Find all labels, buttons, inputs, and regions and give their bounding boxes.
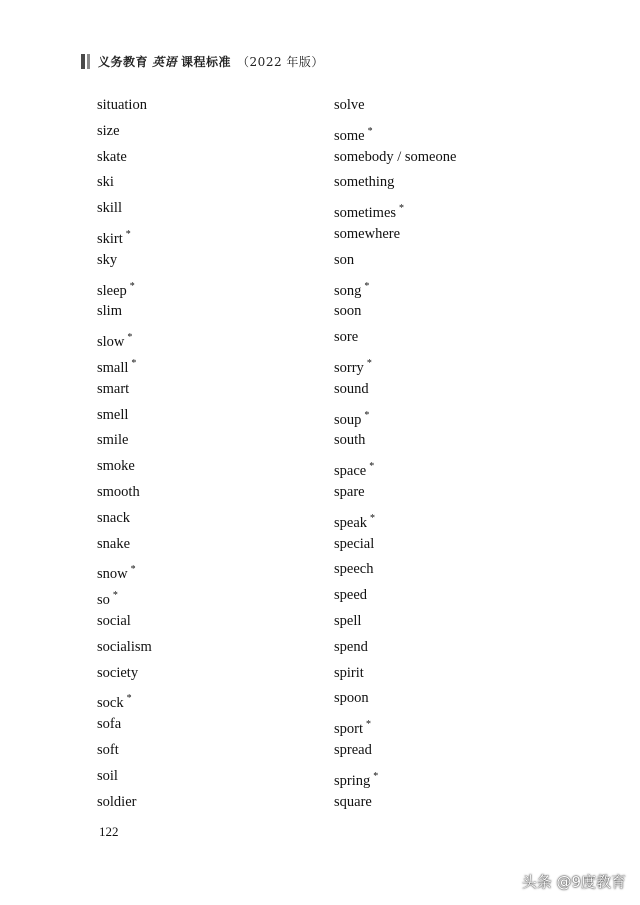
header-title-b: 课程标准 [181, 54, 232, 69]
header-edition: （2022 年版） [237, 54, 324, 69]
vocab-word: sound [334, 380, 369, 397]
vocab-entry [97, 686, 152, 712]
vocab-word: small [97, 359, 129, 376]
vocab-word: spell [334, 612, 362, 629]
word-column-right [334, 93, 456, 815]
star-mark: * [131, 357, 137, 369]
vocab-word: snake [97, 535, 131, 552]
star-mark: * [125, 228, 131, 240]
vocab-entry [97, 222, 152, 248]
vocab-word: smile [97, 432, 129, 449]
vocab-entry [97, 454, 152, 480]
vocab-word: sofa [97, 716, 122, 733]
star-mark: * [373, 770, 379, 782]
vocab-word: special [334, 535, 375, 552]
vocab-word: sky [97, 251, 118, 268]
word-column-left [97, 93, 152, 815]
header-bar-dark [81, 54, 85, 69]
vocab-word: size [97, 122, 120, 139]
vocab-entry [97, 274, 152, 300]
vocab-entry [334, 93, 456, 119]
vocab-word: sleep [97, 282, 127, 299]
vocab-entry [97, 248, 152, 274]
star-mark: * [127, 332, 133, 344]
vocab-entry [334, 506, 456, 532]
vocab-word: slim [97, 303, 122, 320]
vocab-word: smell [97, 406, 129, 423]
star-mark: * [369, 461, 375, 473]
vocab-entry [334, 557, 456, 583]
vocab-entry [334, 170, 456, 196]
vocab-word: snow [97, 566, 128, 583]
vocab-entry [334, 299, 456, 325]
vocab-entry [97, 506, 152, 532]
star-mark: * [130, 564, 136, 576]
vocab-word: some [334, 127, 365, 144]
vocab-entry [97, 351, 152, 377]
vocab-word: ski [97, 174, 114, 191]
vocab-word: space [334, 463, 367, 480]
vocab-word: spend [334, 638, 368, 655]
vocab-entry [97, 428, 152, 454]
vocab-word: sometimes [334, 205, 397, 222]
vocab-word: social [97, 612, 131, 629]
vocab-word: soon [334, 303, 362, 320]
vocab-word: society [97, 664, 139, 681]
header-bar-marks [81, 54, 92, 69]
vocab-word: something [334, 174, 395, 191]
vocab-word: south [334, 432, 366, 449]
vocab-entry [97, 170, 152, 196]
star-mark: * [370, 512, 376, 524]
vocab-entry [334, 583, 456, 609]
vocab-entry [334, 222, 456, 248]
vocab-entry [97, 635, 152, 661]
vocab-word: soil [97, 767, 118, 784]
vocab-entry [97, 325, 152, 351]
vocab-word: square [334, 793, 372, 810]
star-mark: * [366, 719, 371, 731]
vocab-entry [97, 557, 152, 583]
star-mark: * [367, 125, 373, 137]
vocab-word: soft [97, 741, 119, 758]
vocab-word: sore [334, 329, 359, 346]
vocab-entry [334, 428, 456, 454]
vocab-word: sock [97, 695, 124, 712]
vocab-entry [97, 764, 152, 790]
vocab-entry [334, 403, 456, 429]
header-title-a: 义务教育 [98, 54, 149, 69]
vocab-word: somewhere [334, 225, 401, 242]
vocab-entry [97, 93, 152, 119]
star-mark: * [366, 357, 372, 369]
vocab-entry [334, 454, 456, 480]
vocab-entry [334, 119, 456, 145]
header-title [98, 53, 324, 70]
star-mark: * [112, 590, 118, 602]
star-mark: * [364, 409, 370, 421]
vocab-word: speech [334, 561, 374, 578]
vocab-word: spread [334, 741, 372, 758]
vocab-entry [334, 480, 456, 506]
vocab-word: skill [97, 200, 122, 217]
vocab-word: soldier [97, 793, 137, 810]
vocab-word: situation [97, 97, 147, 113]
vocab-entry [97, 196, 152, 222]
vocab-entry [97, 661, 152, 687]
vocab-word: so [97, 592, 110, 609]
vocab-word: smooth [97, 483, 140, 500]
vocab-word: socialism [97, 638, 152, 655]
vocab-entry [334, 532, 456, 558]
vocab-word: soup [334, 411, 362, 428]
vocab-entry [334, 712, 456, 738]
header-bar-light [87, 54, 90, 69]
vocab-word: snack [97, 509, 131, 526]
vocab-word: sport [334, 721, 363, 738]
vocab-entry [334, 325, 456, 351]
vocab-word: speak [334, 514, 368, 531]
vocab-word: slow [97, 334, 125, 351]
star-mark: * [126, 693, 132, 705]
vocab-word: son [334, 251, 355, 268]
vocab-entry [97, 609, 152, 635]
watermark: 头条 @9度教育 [521, 873, 626, 891]
vocab-entry [97, 480, 152, 506]
vocab-word: spring [334, 772, 371, 789]
vocab-entry [97, 712, 152, 738]
vocab-entry [97, 119, 152, 145]
vocab-entry [334, 790, 456, 816]
vocab-entry [334, 351, 456, 377]
vocab-entry [334, 661, 456, 687]
vocab-entry [97, 532, 152, 558]
vocab-entry [97, 299, 152, 325]
vocab-entry [334, 738, 456, 764]
vocab-entry [97, 377, 152, 403]
vocab-entry [97, 738, 152, 764]
vocab-word: skirt [97, 230, 123, 247]
vocab-entry [97, 583, 152, 609]
vocab-entry [334, 377, 456, 403]
vocab-word: smoke [97, 458, 135, 475]
vocab-word: speed [334, 587, 368, 604]
vocab-entry [334, 609, 456, 635]
vocab-word: spare [334, 483, 365, 500]
running-header [81, 52, 324, 70]
vocab-entry [334, 248, 456, 274]
page-number: 122 [99, 824, 119, 839]
header-subject: 英语 [152, 54, 178, 69]
vocab-word: spoon [334, 690, 369, 707]
star-mark: * [129, 280, 135, 292]
vocab-word: somebody / someone [334, 148, 457, 165]
vocab-entry [334, 145, 456, 171]
vocab-entry [334, 274, 456, 300]
vocab-entry [334, 764, 456, 790]
vocab-word: smart [97, 380, 130, 397]
vocab-entry [97, 790, 152, 816]
vocab-entry [334, 635, 456, 661]
vocab-entry [334, 196, 456, 222]
vocab-entry [97, 145, 152, 171]
vocab-word: sorry [334, 359, 364, 376]
vocab-word: spirit [334, 664, 364, 681]
star-mark: * [364, 280, 370, 292]
star-mark: * [399, 203, 405, 215]
vocab-word: song [334, 282, 362, 299]
vocab-word: skate [97, 148, 127, 165]
vocab-entry [97, 403, 152, 429]
vocab-word: solve [334, 97, 365, 113]
vocab-entry [334, 686, 456, 712]
